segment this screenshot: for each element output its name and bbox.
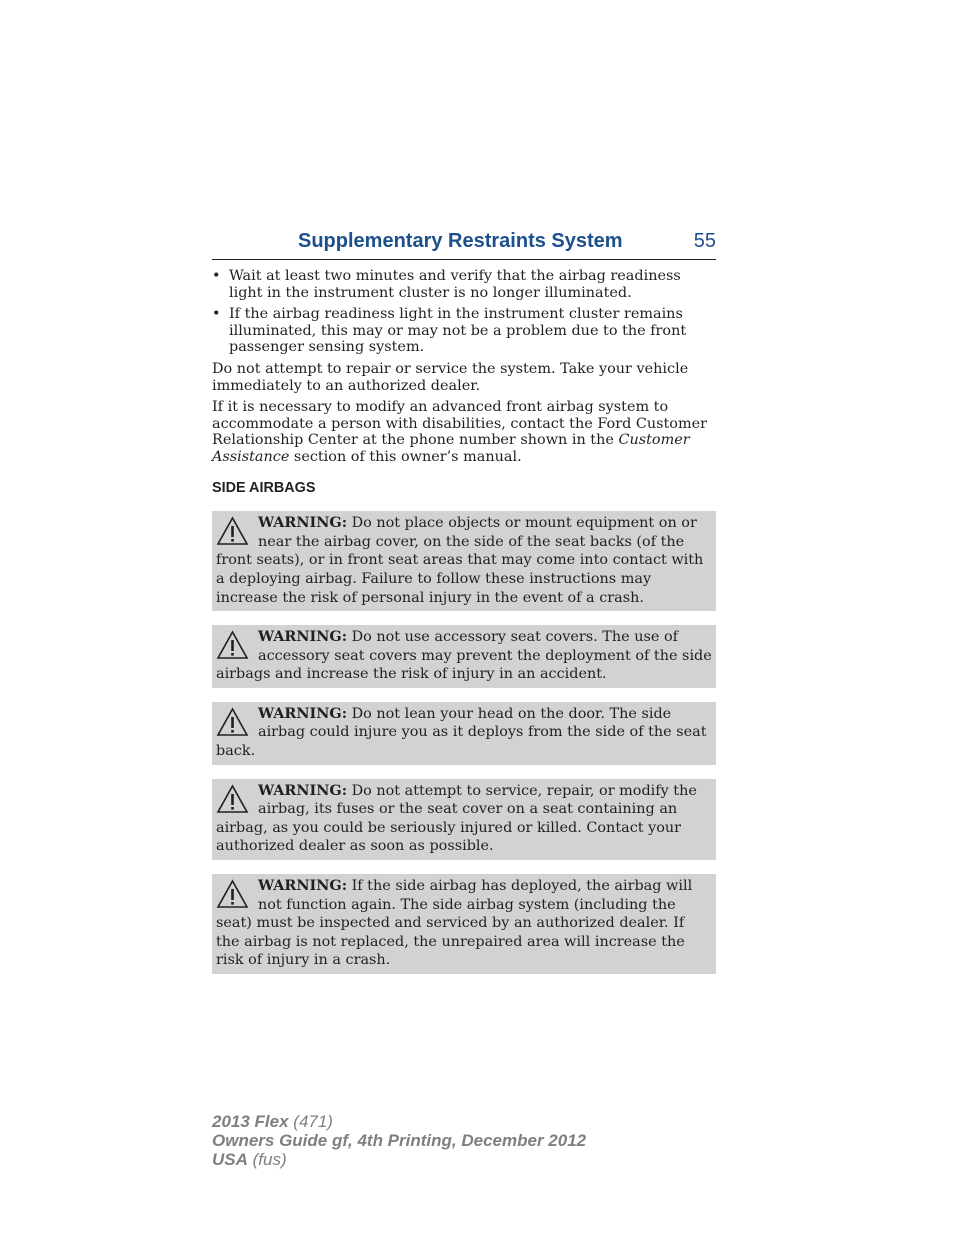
warning-text: Do not use accessory seat covers. The use of accessory seat covers may prevent the deployment of the side airbags and increase the risk of injury in an accident. [216,629,712,683]
warning-box [212,874,716,974]
footer-line-market [212,1150,586,1169]
bullet-icon: • [212,306,221,323]
customer-assistance-reference: Customer Assistance [212,432,690,465]
footer-model: 2013 Flex [212,1112,289,1131]
paragraph-disabilities [212,399,716,465]
footer-model-code: (471) [288,1112,333,1131]
paragraph-text: If it is necessary to modify an advanced front airbag system to accommodate a person with disabilities, contact the Ford Customer Relationship Center at the phone number shown in the [212,399,708,449]
bullet-item [212,306,716,356]
footer-market-code: (fus) [247,1150,287,1169]
footer-line-model [212,1112,586,1131]
page-footer [212,1112,586,1169]
warning-text: If the side airbag has deployed, the airbag will not function again. The side airbag system (including the seat) must be inspected and serviced by an authorized dealer. If the airbag is not replaced, the unrepaired area will increase the risk of injury in a crash. [216,878,693,969]
warning-label: WARNING: [258,628,348,646]
warning-label: WARNING: [258,514,348,532]
bullet-text: If the airbag readiness light in the instrument cluster remains illuminated, this may or may not be a problem due to the front passenger sensing system. [229,306,687,356]
page-number: 55 [693,230,716,252]
warning-triangle-icon [216,784,249,814]
warning-text: Do not lean your head on the door. The side airbag could injure you as it deploys from the side of the seat back. [216,705,707,760]
page-body [212,268,716,988]
warning-triangle-icon [216,516,249,546]
bullet-text: Wait at least two minutes and verify that the airbag readiness light in the instrument cluster is no longer illuminated. [229,268,681,301]
warning-triangle-icon [216,630,249,660]
warning-text: Do not attempt to service, repair, or modify the airbag, its fuses or the seat cover on a seat containing an airbag, as you could be seriously injured or killed. Contact your authorized dealer as soon as possible. [216,782,697,855]
warning-box [212,779,716,860]
warning-label: WARNING: [258,704,348,722]
warning-label: WARNING: [258,877,348,895]
warning-triangle-icon [216,879,249,909]
bullet-item [212,268,716,301]
paragraph-text: section of this owner’s manual. [289,448,522,465]
bullet-icon: • [212,268,221,284]
section-heading: SIDE AIRBAGS [212,479,316,496]
warning-box [212,511,716,611]
footer-line-printing: Owners Guide gf, 4th Printing, December 2012 [212,1131,587,1150]
page-header [212,228,716,260]
page-title: Supplementary Restraints System [298,230,623,252]
warning-box [212,702,716,765]
warning-text: Do not place objects or mount equipment on or near the airbag cover, on the side of the seat backs (of the front seats), or in front seat areas that may come into contact with a deploying airbag. Failure to follow these instructions may increase the risk of personal injury in the event of a crash. [216,515,704,606]
warning-box [212,625,716,688]
footer-market: USA [212,1150,248,1169]
warning-triangle-icon [216,707,249,737]
warning-label: WARNING: [258,781,348,799]
paragraph-dealer: Do not attempt to repair or service the system. Take your vehicle immediately to an authorized dealer. [212,360,689,394]
